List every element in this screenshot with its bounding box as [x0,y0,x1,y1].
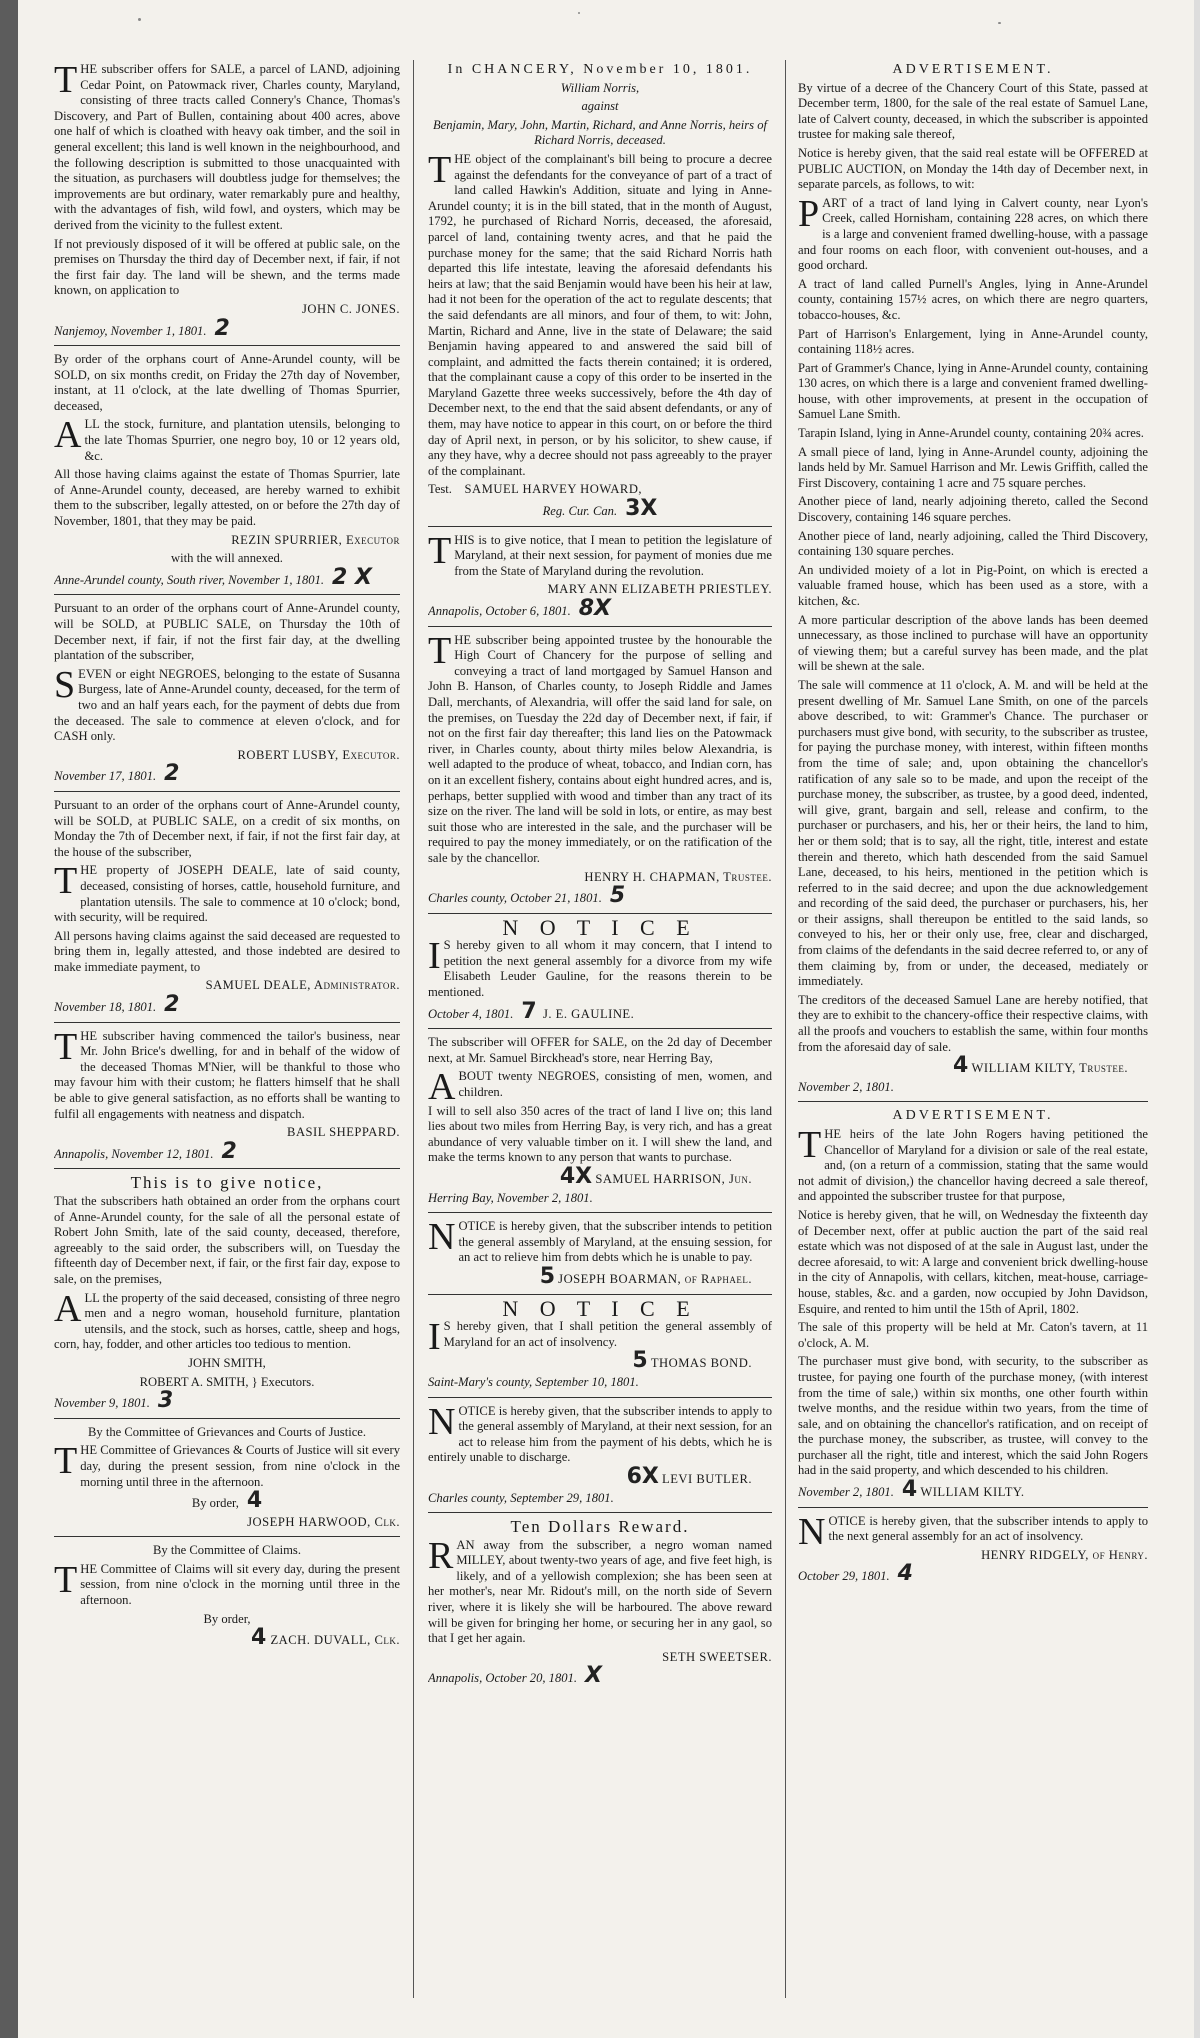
ad-date: October 4, 1801. [428,1006,514,1021]
handwritten-mark: 8X [578,596,612,621]
ad-text: AN away from the subscriber, a negro woman named MILLEY, about twenty-two years of age, and five feet high, is likely, and of a yellowish complexion; she has been seen at her mother's, near Mr. Ridout's mill, on the north side of Severn river, where it is likely she will be harboured. The above reward will be given for bringing her home, or securing her in any gaol, so that I get her again. [428,1537,772,1646]
divider [428,1397,772,1398]
ad-date: Herring Bay, November 2, 1801. [428,1190,593,1205]
ad-date: November 2, 1801. [798,1485,894,1500]
ad-signature: ROBERT LUSBY, Executor. [237,747,400,762]
drop-cap: N [428,1400,456,1443]
divider [54,1536,400,1537]
ad-heading: N O T I C E [502,914,698,940]
paper-speck [578,12,580,14]
ad-test: Test. [428,482,452,497]
drop-cap: N [798,1510,826,1553]
drop-cap: I [428,1316,441,1359]
ad-signature: JOSEPH BOARMAN, of Raphael. [558,1271,752,1286]
handwritten-mark: 2 [164,761,180,787]
ad-text: OTICE is hereby given, that the subscriber intends to petition the general assembly of Maryland, at the ensuing session, for an act to relieve him from debts which he is unable to pay. [458,1219,772,1265]
divider [54,594,400,595]
divider [428,1512,772,1513]
divider [54,791,400,792]
ad-text: OTICE is hereby given, that the subscriber intends to apply to the next general assembly for an act of insolvency. [828,1513,1148,1544]
ad-intro: That the subscribers hath obtained an order from the orphans court of Anne-Arundel county, for the sale of all the personal estate of Robert John Smith, late of the said county, deceased, therefore, agreeably to the said order, the subscribers will, on Tuesday the fifteenth day of December next, if fair, or the first fair day, expose to sale, on the premises, [54,1194,400,1286]
ad-signature: J. E. GAULINE. [542,1006,635,1021]
divider [428,913,772,914]
ad-text: HE subscriber having commenced the tailor's business, near Mr. John Brice's dwelling, for and in behalf of the widow of the deceased Thomas M'Nier, will be thankful to those who may favour him with their custom; he flatters himself that he shall be able to give general satisfaction, as no efforts shall be wanting to fulfil all engagements with neatness and dispatch. [54,1028,400,1121]
paper-speck [998,22,1001,24]
ad-party: Benjamin, Mary, John, Martin, Richard, and Anne Norris, heirs of Richard Norris, deceased. [432,117,768,148]
ad-text: HE subscriber being appointed trustee by the honourable the High Court of Chancery for the purpose of selling and conveying a tract of land mortgaged by Samuel Hanson and John B. Hanson, of Charles county, to Joseph Riddle and James Dall, merchants, of Alexandria, will offer the said land for sale, on the premises, on Tuesday the 22d day of December next, if fair, if not on the first fair day thereafter; this land lies on the Patowmack river, in Charles county, about thirty miles below Alexandria, is well adapted to the produce of wheat, tobacco, and Indian corn, has on it an excellent fishery, contains about eight hundred acres, and is, perhaps, better supplied with wood and timber than any tract of its size on the river. The land will be sold in lots, or entire, as may best suit those who are interested in the sale, and the purchaser will be required to pay the money immediately, or on the ratification of the sale by the chancellor. [428,632,772,865]
ad-bond-notice [428,1295,772,1391]
ad-text: LL the property of the said deceased, consisting of three negro men and a negro woman, household furniture, plantation utensils, and the stock, such as horses, cattle, sheep and hogs, corn, hay, fodder, and other articles too tedious to mention. [54,1290,400,1352]
ad-signature: JOHN C. JONES. [302,301,400,316]
ad-deale-estate [54,798,400,1016]
divider [54,1022,400,1023]
ad-date: Anne-Arundel county, South river, November 1, 1801. [54,572,325,587]
ad-gauline-notice [428,914,772,1024]
ad-text: S hereby given to all whom it may concern, that I intend to petition the next general assembly for a divorce from my wife Elisabeth Leuder Gauline, for the reasons therein to be mentioned. [428,938,772,1000]
ad-paragraph: Notice is hereby given, that he will, on Wednesday the fixteenth day of December next, offer at public auction the part of the said real estate which was not disposed of at the sale in August last, under the decree aforesaid, to wit: A large and convenient brick dwelling-house in the city of Annapolis, with cellars, kitchen, meat-house, carriage-house, stables, &c. and a garden, now occupied by John Davidson, Esquire, and rented to him until the 15th of April, 1802. [798,1207,1148,1316]
ad-date: Charles county, September 29, 1801. [428,1490,614,1505]
divider [428,1028,772,1029]
ad-date: November 2, 1801. [798,1079,894,1094]
ad-signature: WILLIAM KILTY, Trustee. [971,1061,1128,1076]
ad-paragraph: Part of Grammer's Chance, lying in Anne-Arundel county, containing 130 acres, on which there is a large and convenient framed dwelling-house, with other improvements, at present in the occupation of Samuel Lane Smith. [798,360,1148,422]
column-left [54,62,400,2008]
ad-ridgely [798,1510,1148,1587]
ad-signature: SAMUEL HARVEY HOWARD, [464,482,643,497]
ad-boarman [428,1216,772,1289]
ad-text: HE Committee of Claims will sit every day, during the present session, from nine o'clock in the morning until three in the afternoon. [80,1561,400,1608]
ad-text: OTICE is hereby given, that the subscriber intends to apply to the general assembly of Maryland, at their next session, for an act to release him from the payment of his debts, which he is entirely unable to discharge. [428,1403,772,1465]
ad-date: Nanjemoy, November 1, 1801. [54,323,207,338]
ad-intro: By order of the orphans court of Anne-Arundel county, will be SOLD, on six months credit, on Friday the 27th day of November, instant, at 11 o'clock, at the late dwelling of Thomas Spurrier, deceased, [54,352,400,413]
ad-by-order: By order, [191,1496,239,1511]
ad-committee-claims [54,1543,400,1649]
ad-text: HE heirs of the late John Rogers having petitioned the Chancellor of Maryland for a division or sale of the real estate, and, (on a return of a commission, stating that the same would not admit of division,) the chancellor having decreed a sale thereof, and appointed the subscriber trustee for that purpose, [798,1127,1148,1204]
handwritten-mark: 7 [521,998,537,1024]
handwritten-mark: 5 [609,883,626,909]
ad-signature: SAMUEL HARRISON, Jun. [595,1172,752,1186]
drop-cap: T [798,1124,822,1166]
drop-cap: T [54,860,78,903]
ad-signature: BASIL SHEPPARD. [287,1125,400,1140]
ad-against: against [581,99,619,114]
ad-intro: Pursuant to an order of the orphans court of Anne-Arundel county, will be SOLD, at PUBLIC SALE, on a credit of six months, on Monday the 7th of December next, if fair, if not the first fair day, at the house of the subscriber, [54,797,400,859]
ad-text: HE subscriber offers for SALE, a parcel of LAND, adjoining Cedar Point, on Patowmack river, Charles county, Maryland, consisting of three tracts called Connery's Chance, Thomas's Discovery, and Part of Bullen, containing about 400 acres, above one half of which is cloathed with heavy oak timber, and the soil in general excellent; this land is well known in the neighbourhood, and the following description is submitted to those unacquainted with the situation, as purchasers will doubtless judge for themselves; the improvements are but ordinary, water remarkably pure and healthy, with the advantages of fish, wild fowl, and oysters, which may be derived from the vicinity to the fullest extent. [54,62,400,232]
handwritten-mark: 3X [625,496,658,522]
drop-cap: P [798,192,820,235]
ad-text: HE property of JOSEPH DEALE, late of said county, deceased, consisting of horses, cattle, household furniture, and plantation utensils. The sale to commence at 10 o'clock; bond, with security, will be required. [54,863,400,925]
ad-signature: JOHN SMITH, [188,1355,266,1370]
ad-date: Annapolis, October 20, 1801. [428,1671,578,1686]
ad-role: Reg. Cur. Can. [542,504,618,519]
ad-date: November 9, 1801. [54,1396,150,1411]
ad-priestley [428,529,772,621]
ad-text: I will to sell also 350 acres of the tract of land I live on; this land lies about two miles from Herring Bay, is very rich, and has a great abundance of very valuable timber on it. I will shew the land, and make the terms known to any person that wants to purchase. [428,1103,772,1165]
column-middle [428,62,772,2008]
handwritten-mark: X [585,1663,602,1689]
ad-signature: JOSEPH HARWOOD, Clk. [247,1514,400,1529]
ad-heading: This is to give notice, [130,1173,324,1193]
ad-committee-grievances [54,1425,400,1531]
ad-paragraph: Tarapin Island, lying in Anne-Arundel county, containing 20¾ acres. [798,426,1144,441]
drop-cap: R [428,1534,454,1577]
ad-date: November 18, 1801. [54,1000,157,1015]
handwritten-mark: 4 [250,1625,267,1651]
ad-lane-estate [798,62,1148,1095]
ad-text: HIS is to give notice, that I mean to petition the legislature of Maryland, at their next session, for payment of monies due me from the State of Maryland during the revolution. [454,532,772,578]
ad-text: All persons having claims against the said deceased are requested to bring them in, legally attested, and those indebted are desired to make immediate payment, to [54,928,400,974]
drop-cap: I [428,935,441,978]
ad-signature: ZACH. DUVALL, Clk. [270,1633,400,1648]
ad-tailor [54,1025,400,1164]
ad-date: Annapolis, October 6, 1801. [428,604,571,618]
ad-intro: The subscriber will OFFER for SALE, on the 2d day of December next, at Mr. Samuel Birckhead's store, near Herring Bay, [428,1035,772,1065]
ad-date: October 29, 1801. [798,1569,890,1584]
ad-text: All those having claims against the estate of Thomas Spurrier, late of Anne-Arundel county, deceased, are hereby warned to exhibit them to the subscriber, legally attested, on or before the 27th day of November, 1801, that they may be paid. [54,467,400,529]
ad-signature: HENRY H. CHAPMAN, Trustee. [584,869,772,884]
handwritten-mark: 6X [626,1463,659,1489]
ad-paragraph: The creditors of the deceased Samuel Lane are hereby notified, that they are to exhibit to the chancery-office their respective claims, with all the proofs and vouchers to establish the same, within four months from the aforesaid day of sale. [798,992,1148,1054]
ad-by-order: By order, [203,1611,251,1626]
drop-cap: S [54,663,76,706]
handwritten-mark: 4X [559,1164,593,1189]
ad-intro: By virtue of a decree of the Chancery Court of this State, passed at December term, 1800, for the sale of the real estate of Samuel Lane, late of Calvert county, deceased, in which the subscriber is appointed trustee for making sale thereof, [798,80,1148,142]
ad-heading: N O T I C E [502,1295,698,1321]
divider [428,1294,772,1295]
ad-party: William Norris, [560,80,640,95]
ad-paragraph: A more particular description of the above lands has been deemed unnecessary, as those inclined to purchase will have an opportunity of viewing them; but a careful survey has been made, and the plat will be shewn at the sale. [798,612,1148,674]
ad-smith-estate: This is to give notice, That the subscribers hath obtained an order from the orphans court of Anne-Arundel county, for the sale of all the personal estate of Robert John Smith, late of the said county, deceased, therefore, agreeably to the said order, the subscribers will, on Tuesday the fifteenth day of December next, if fair, or the first fair day, expose to sale, on the premises, ALL the property of the said deceased, consisting of three negro men and a negro woman, household furniture, plantation utensils, and the stock, such as horses, cattle, sheep and hogs, corn, hay, fodder, and other articles too tedious to mention. JOHN SMITH, ROBERT A. SMITH, } Executors. November 9, 1801. 3 [54,1173,400,1414]
ad-heading: In CHANCERY, November 10, 1801. [447,62,753,77]
drop-cap: N [428,1216,456,1259]
column-right [798,62,1148,2008]
ad-heading: Ten Dollars Reward. [510,1517,690,1537]
handwritten-mark: 4 [246,1488,263,1514]
handwritten-mark: 4 [897,1561,913,1587]
ad-text: HE Committee of Grievances & Courts of Justice will sit every day, during the present session, from nine o'clock in the morning until three in the afternoon. [80,1443,400,1489]
ad-intro: Notice is hereby given, that the said real estate will be OFFERED at PUBLIC AUCTION, on Monday the 14th day of December next, in separate parcels, as follows, to wit: [798,145,1148,192]
handwritten-mark: 4 [953,1053,969,1079]
ad-heading: By the Committee of Grievances and Courts of Justice. [87,1424,367,1439]
ad-text: BOUT twenty NEGROES, consisting of men, women, and children. [458,1069,772,1100]
drop-cap: A [54,414,82,457]
ad-butler [428,1400,772,1507]
drop-cap: T [428,629,452,672]
ad-text: HE object of the complainant's bill being to procure a decree against the defendants for the conveyance of part of a tract of land called Hawkin's Addition, situate and lying in Anne-Arundel county; it is in the bill stated, that in the month of August, 1792, he purchased of Richard Norris, deceased, the aforesaid, parcel of land, containing twenty acres, and that he paid the purchase money for the same; that the said Richard Norris hath departed this life intestate, leaving the aforesaid defendants his heirs at law; that the said Benjamin would have been his heir at law, had it not been for the operation of the act to regulate descents; that the said defendants are all minors, and four of them, to wit: John, Martin, Richard and Anne, live in the state of Delaware; the said Benjamin having appeared to and answered the said bill of complaint, and admitted the facts therein contained; it is ordered, that the complainant cause a copy of this order to be inserted in the Maryland Gazette three weeks successively, before the 4th day of December next, to the end that the said absent defendants, or any of them, may have notice to appear in this court, on or before the third day of April next, in person, or by his solicitor, to shew cause, if any they have, why a decree should not pass agreeably to the prayer of the complainant. [428,151,772,478]
ad-chapman-trustee [428,629,772,909]
ad-heading: ADVERTISEMENT. [892,62,1054,77]
divider [428,1212,772,1213]
divider [798,1507,1148,1508]
ad-harrison-sale [428,1035,772,1206]
ad-text: S hereby given, that I shall petition the general assembly of Maryland for an act of insolvency. [443,1319,772,1349]
ad-signature-note: with the will annexed. [171,551,283,566]
ad-paragraph: The sale will commence at 11 o'clock, A. M. and will be held at the present dwelling of Mr. Samuel Lane Smith, on one of the parcels above described, to wit: Grammer's Chance. The purchaser or purchasers must give bond, with security, to the subscriber as trustee, for paying the purchase money, with interest, within fifteen months from the time of sale; and, upon obtaining the chancellor's ratification of any sale so to be made, and upon the receipt of the purchase money, the subscriber, as trustee, by a good deed, indented, will give, grant, bargain and sell, release and confirm, to the purchaser or purchasers, and his, her or their heirs, the land to him, her or them sold; that is to say, all the right, title, interest and estate therein and thereto, which hath descended from the said Samuel Lane, deceased, to his heirs, mentioned in the petition which is referred to in the said decree; and upon the due acknowledgement and recording of the said deed, the purchaser or purchasers, his, her or their assigns, shall thereupon be entitled to the said lands, so conveyed to his, her or their only use, free, clear and discharged, from claims of the defendants in the said decree referred to, or any of them claiming by, from or under, the deceased, mediately or immediately. [798,677,1148,989]
ad-text: LL the stock, furniture, and plantation utensils, belonging to the late Thomas Spurrier, one negro boy, 10 or 12 years old, &c. [84,417,400,463]
ad-signature: REZIN SPURRIER, Executor [231,532,400,547]
divider [54,345,400,346]
ad-signature: HENRY RIDGELY, of Henry. [981,1547,1148,1562]
divider [54,1168,400,1169]
ad-text: EVEN or eight NEGROES, belonging to the estate of Susanna Burgess, late of Anne-Arundel county, deceased, for the term of two and an half years each, for the payment of debts due from the deceased. The sale to commence at eleven o'clock, and for CASH only. [54,666,400,744]
drop-cap: T [54,1440,78,1483]
handwritten-mark: 2 [214,315,230,341]
ad-role: Executors. [260,1374,315,1389]
ad-signature: SETH SWEETSER. [662,1649,772,1664]
ad-text: ART of a tract of land lying in Calvert county, near Lyon's Creek, called Hornisham, containing 228 acres, on which there is a large and convenient framed dwelling-house, with a passage and four rooms on each floor, with convenient out-houses, and a good orchard. [798,195,1148,273]
ad-paragraph: The sale of this property will be held at Mr. Caton's tavern, at 11 o'clock, A. M. [798,1320,1148,1350]
drop-cap: T [54,1558,78,1601]
ad-signature: SAMUEL DEALE, Administrator. [205,978,400,993]
handwritten-mark: 4 [901,1477,918,1503]
divider [428,626,772,627]
handwritten-mark: 2 X [332,564,372,590]
ad-heading: ADVERTISEMENT. [892,1108,1054,1124]
ad-date: November 17, 1801. [54,769,157,784]
ad-paragraph: Another piece of land, nearly adjoining, called the Third Discovery, containing 130 square perches. [798,528,1148,559]
handwritten-mark: 3 [157,1388,174,1414]
ad-text: If not previously disposed of it will be offered at public sale, on the premises on Thursday the third day of December next, if fair, if not the first fair day. The land will be shewn, and the terms made known, on application to [54,236,400,298]
ad-chancery-norris [428,62,772,520]
ad-signature: WILLIAM KILTY. [920,1485,1025,1500]
ad-negroes-sale [54,601,400,785]
drop-cap: T [54,1025,78,1068]
handwritten-mark: 2 [221,1138,237,1164]
ad-signature: THOMAS BOND. [650,1356,752,1371]
drop-cap: T [428,529,452,572]
ad-spurrier-estate [54,352,400,588]
ad-date: Saint-Mary's county, September 10, 1801. [428,1374,639,1389]
ad-land-for-sale [54,62,400,339]
drop-cap: A [54,1287,82,1330]
ad-reward [428,1519,772,1687]
drop-cap: T [428,148,452,191]
column-divider [785,60,786,1998]
drop-cap: T [54,62,78,101]
divider [428,526,772,527]
ad-signature: ROBERT A. SMITH, [139,1374,249,1389]
ad-paragraph: A tract of land called Purnell's Angles, lying in Anne-Arundel county, containing 157½ acres, on which there are negro quarters, tobacco-houses, &c. [798,276,1148,322]
handwritten-mark: 2 [164,992,180,1018]
ad-paragraph: Part of Harrison's Enlargement, lying in Anne-Arundel county, containing 118½ acres. [798,326,1148,357]
handwritten-mark: 5 [539,1263,556,1289]
drop-cap: A [428,1066,456,1109]
ad-paragraph: Another piece of land, nearly adjoining thereto, called the Second Discovery, containing 146 square perches. [798,494,1148,525]
ad-paragraph: An undivided moiety of a lot in Pig-Point, on which is erected a valuable framed house, which has been used as a store, with a kitchen, &c. [798,562,1148,608]
divider [798,1101,1148,1102]
ad-signature: LEVI BUTLER. [662,1471,752,1486]
ad-date: Annapolis, November 12, 1801. [54,1146,214,1161]
ad-rogers-estate [798,1108,1148,1503]
divider [54,1418,400,1419]
handwritten-mark: 5 [632,1348,648,1374]
column-divider [413,60,414,1998]
paper-speck [138,18,141,21]
ad-date: Charles county, October 21, 1801. [428,891,602,906]
ad-heading: By the Committee of Claims. [153,1543,301,1558]
ad-signature: MARY ANN ELIZABETH PRIESTLEY. [547,582,772,597]
ad-intro: Pursuant to an order of the orphans court of Anne-Arundel county, will be SOLD, at PUBLIC SALE, on Thursday the 10th of December next, if fair, if not the first fair day, at the dwelling plantation of the subscriber, [54,601,400,663]
ad-paragraph: The purchaser must give bond, with security, to the subscriber as trustee, for paying one fourth of the purchase money, (with interest from the time of sale,) within six months, one other fourth within twelve months, and the residue within two years, from the time of sale, and on obtaining the chancellor's ratification, and on receipt of the purchase money, the subscriber, as trustee, will convey to the purchaser all the right, title and interest, which the said John Rogers had in the said property, and which descended to his children. [798,1354,1148,1478]
ad-paragraph: A small piece of land, lying in Anne-Arundel county, adjoining the lands held by Mr. Samuel Harrison and Mr. Lewis Griffith, called the First Discovery, containing 1 acre and 75 square perches. [798,444,1148,490]
